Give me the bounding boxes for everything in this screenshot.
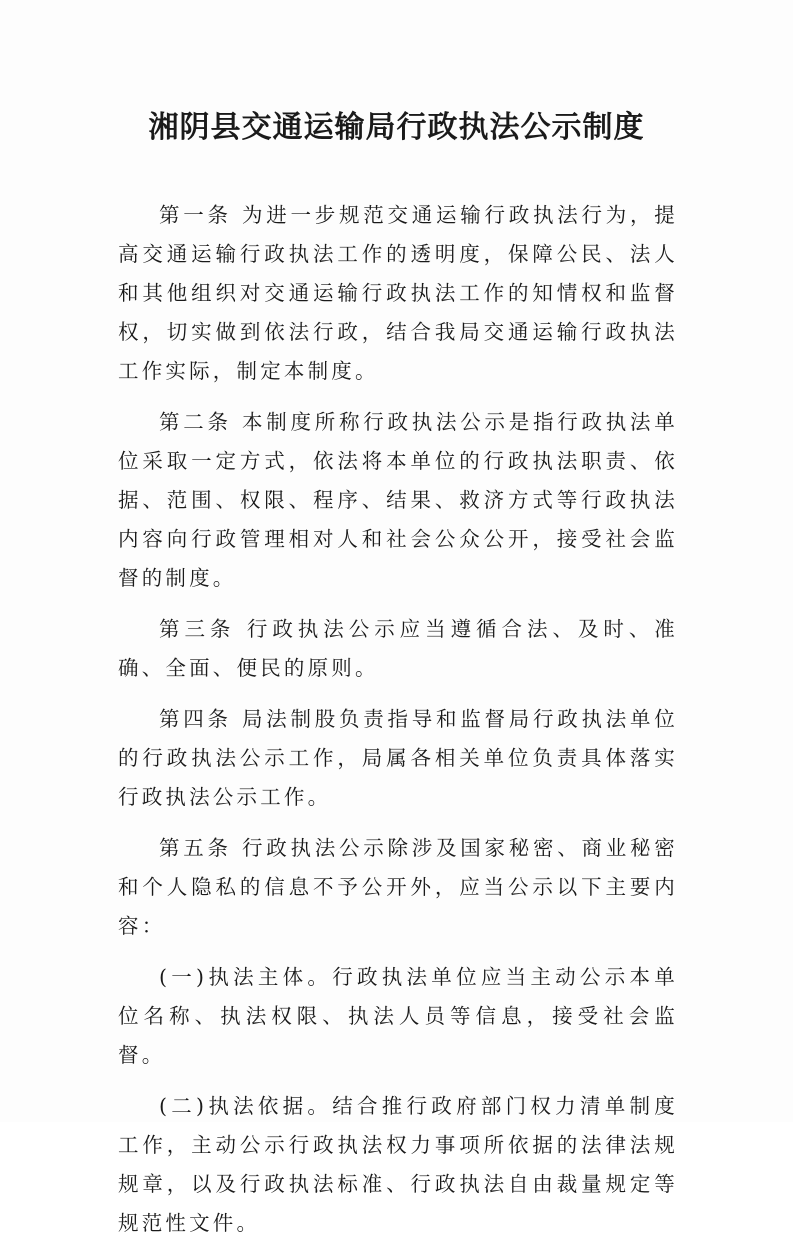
document-body xyxy=(118,196,678,1255)
article-1: 第一条 为进一步规范交通运输行政执法行为，提高交通运输行政执法工作的透明度，保障公民、法人和其他组织对交通运输行政执法工作的知情权和监督权，切实做到依法行政，结合我局交通运输行政执法工作实际，制定本制度。 xyxy=(118,203,678,383)
document-title: 湘阴县交通运输局行政执法公示制度 xyxy=(148,110,645,145)
article-3: 第三条 行政执法公示应当遵循合法、及时、准确、全面、便民的原则。 xyxy=(118,617,678,680)
article-5-item-1: (一)执法主体。行政执法单位应当主动公示本单位名称、执法权限、执法人员等信息，接受社会监督。 xyxy=(118,965,678,1067)
article-5-item-2: (二)执法依据。结合推行政府部门权力清单制度工作，主动公示行政执法权力事项所依据的法律法规规章，以及行政执法标准、行政执法自由裁量规定等规范性文件。 xyxy=(118,1094,678,1235)
article-5: 第五条 行政执法公示除涉及国家秘密、商业秘密和个人隐私的信息不予公开外，应当公示以下主要内容： xyxy=(118,836,678,938)
article-4: 第四条 局法制股负责指导和监督局行政执法单位的行政执法公示工作，局属各相关单位负责具体落实行政执法公示工作。 xyxy=(118,707,678,809)
article-2: 第二条 本制度所称行政执法公示是指行政执法单位采取一定方式，依法将本单位的行政执法职责、依据、范围、权限、程序、结果、救济方式等行政执法内容向行政管理相对人和社会公众公开，接受社会监督的制度。 xyxy=(118,410,678,590)
